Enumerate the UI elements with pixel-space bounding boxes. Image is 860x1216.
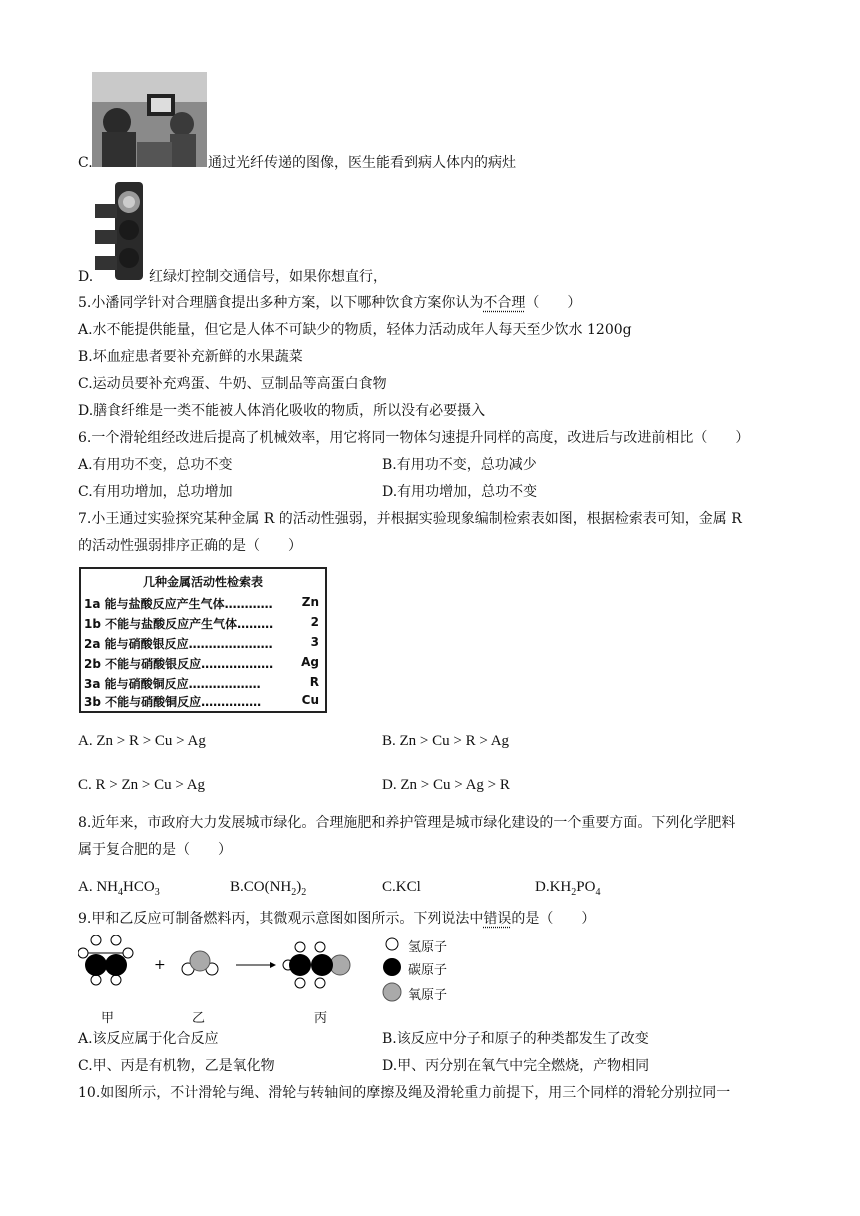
q7-option-d: D. Zn > Cu > Ag > R — [382, 777, 510, 793]
q5-option-a: A.水不能提供能量，但它是人体不可缺少的物质，轻体力活动成年人每天至少饮水 1200g — [78, 322, 632, 338]
q8-stem-line1: 8.近年来，市政府大力发展城市绿化。合理施肥和养护管理是城市绿化建设的一个重要方面。下列化学肥料 — [78, 815, 736, 831]
q5-stem-pre: 5.小潘同学针对合理膳食提出多种方案，以下哪种饮食方案你认为 — [78, 295, 484, 311]
metal-activity-key-table — [79, 567, 327, 713]
plus-sign: + — [154, 957, 166, 973]
q4-option-c-label: C. — [78, 155, 93, 171]
q5-option-d: D.膳食纤维是一类不能被人体消化吸收的物质，所以没有必要摄入 — [78, 403, 486, 419]
q6-stem: 6.一个滑轮组经改进后提高了机械效率，用它将同一物体匀速提升同样的高度，改进后与改进前相比（ ） — [78, 430, 750, 446]
q7-stem-line2: 的活动性强弱排序正确的是（ ） — [78, 538, 302, 554]
q10-stem: 10.如图所示，不计滑轮与绳、滑轮与转轴间的摩擦及绳及滑轮重力前提下，用三个同样的滑轮分别拉同一 — [78, 1085, 731, 1101]
q6-option-a: A.有用功不变，总功不变 — [78, 457, 233, 473]
caption-yi: 乙 — [192, 1011, 206, 1026]
q7-option-c: C. R > Zn > Cu > Ag — [78, 777, 206, 793]
q4-option-c-text: 通过光纤传递的图像，医生能看到病人体内的病灶 — [208, 155, 516, 171]
q9-option-d: D.甲、丙分别在氧气中完全燃烧，产物相同 — [382, 1058, 650, 1074]
table-row: 3a 能与硝酸铜反应……………… R — [84, 675, 319, 691]
table-row: 1b 不能与盐酸反应产生气体……… 2 — [84, 615, 319, 631]
endoscope-photo — [92, 72, 207, 167]
q5-option-c: C.运动员要补充鸡蛋、牛奶、豆制品等高蛋白食物 — [78, 376, 387, 392]
reaction-diagram — [78, 935, 378, 997]
q6-option-c: C.有用功增加，总功增加 — [78, 484, 233, 500]
traffic-light-photo — [95, 182, 147, 280]
q5-stem-post: （ ） — [525, 295, 582, 311]
q8-option-d: $D.KH_2PO_4$ — [535, 879, 601, 898]
molecule-bing — [283, 942, 350, 988]
q9-option-c: C.甲、丙是有机物，乙是氧化物 — [78, 1058, 275, 1074]
molecule-yi — [182, 951, 218, 975]
q5-stem — [78, 293, 581, 313]
q6-option-b: B.有用功不变，总功减少 — [382, 457, 537, 473]
q5-stem-emphasis: 不合理 — [483, 295, 526, 311]
q8-stem-line2: 属于复合肥的是（ ） — [78, 842, 232, 858]
caption-bing: 丙 — [314, 1011, 328, 1026]
table-title: 几种金属活动性检索表 — [142, 575, 263, 589]
q8-option-a: A. $NH_4HCO_3$ — [78, 879, 160, 898]
q6-option-d: D.有用功增加，总功不变 — [382, 484, 538, 500]
table-row: 2b 不能与硝酸银反应……………… Ag — [84, 655, 319, 671]
hydrogen-atom-icon — [386, 938, 398, 950]
legend-carbon: 碳原子 — [408, 963, 448, 978]
q7-stem-line1: 7.小王通过实验探究某种金属 R 的活动性强弱，并根据实验现象编制检索表如图，根据检索表可知，金属 R — [78, 511, 742, 527]
q7-option-b: B. Zn > Cu > R > Ag — [382, 733, 510, 749]
table-row: 1a 能与盐酸反应产生气体………… Zn — [84, 595, 319, 611]
q5-option-b: B.坏血症患者要补充新鲜的水果蔬菜 — [78, 349, 303, 365]
carbon-atom-icon — [383, 958, 401, 976]
caption-jia: 甲 — [101, 1011, 115, 1026]
q7-option-a: A. Zn > R > Cu > Ag — [78, 733, 206, 749]
q9-option-b: B.该反应中分子和原子的种类都发生了改变 — [382, 1031, 649, 1047]
legend-oxygen: 氧原子 — [408, 988, 448, 1003]
oxygen-atom-icon — [383, 983, 401, 1001]
q9-option-a: A.该反应属于化合反应 — [78, 1031, 219, 1047]
q4-option-d-text: 红绿灯控制交通信号，如果你想直行， — [149, 269, 387, 285]
table-row: 2a 能与硝酸银反应………………… 3 — [84, 635, 319, 651]
q8-option-b: $B.CO(NH_2)_2$ — [230, 879, 307, 898]
q4-option-d-label: D. — [78, 269, 94, 285]
q8-option-c: C.KCl — [382, 879, 421, 895]
q9-stem: 9.甲和乙反应可制备燃料丙，其微观示意图如图所示。下列说法中错误的是（ ） — [78, 911, 596, 927]
atom-legend — [382, 935, 406, 1005]
molecule-jia — [78, 935, 133, 985]
table-row: 3b 不能与硝酸铜反应…………… Cu — [84, 693, 319, 709]
legend-hydrogen: 氢原子 — [408, 940, 448, 955]
